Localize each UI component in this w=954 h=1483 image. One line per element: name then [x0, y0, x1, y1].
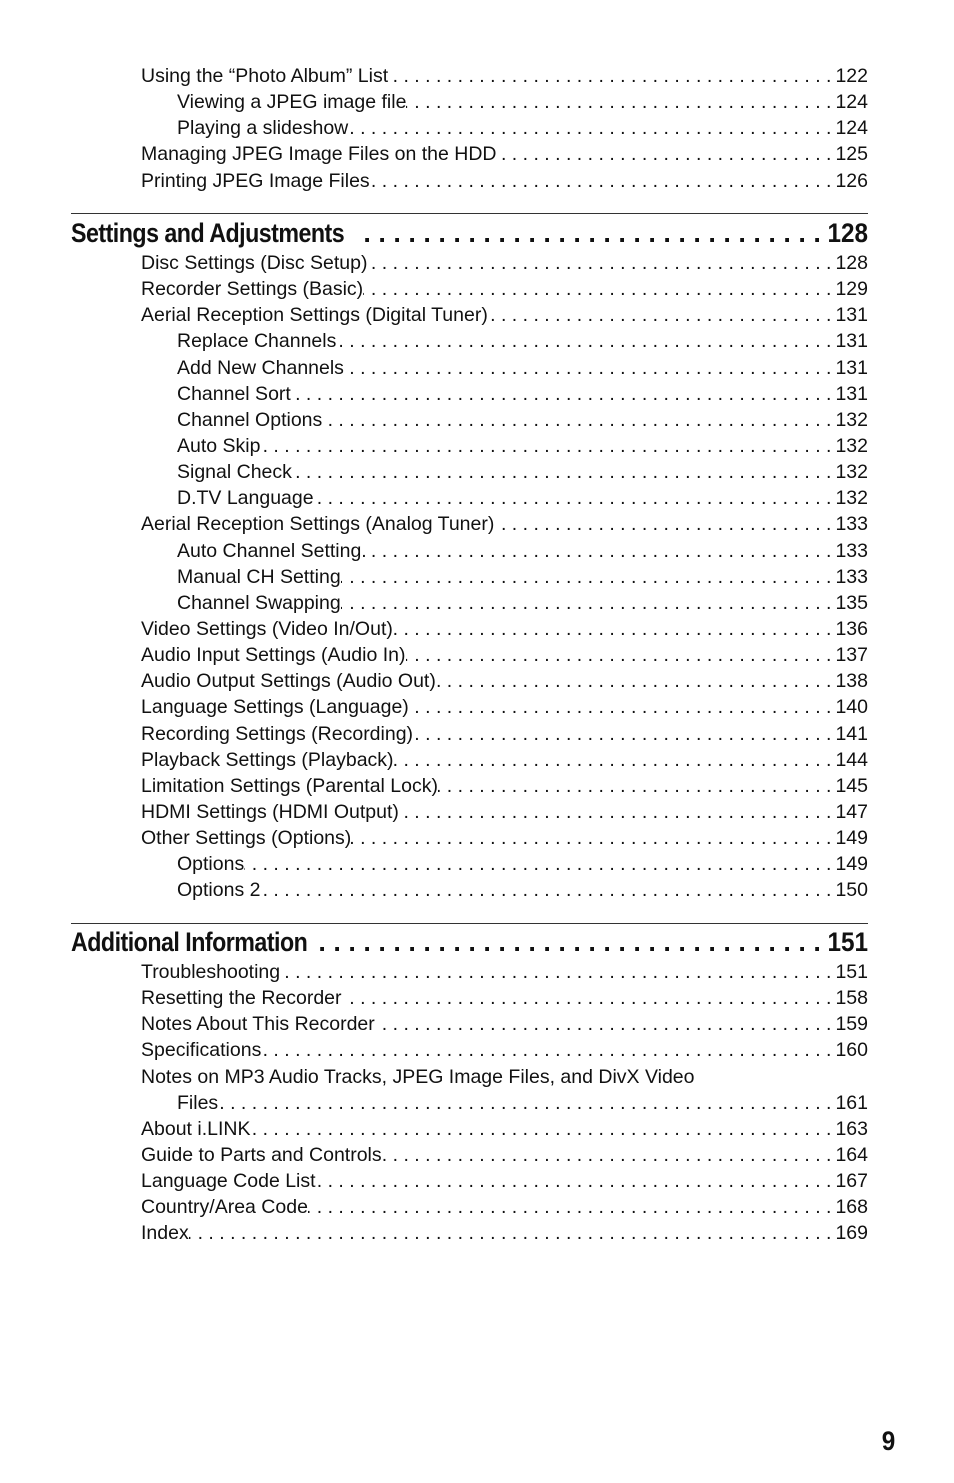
dot-leader	[341, 564, 832, 590]
dot-leader	[370, 168, 832, 194]
dot-leader	[497, 141, 832, 167]
toc-entry-label: Recorder Settings (Basic)	[141, 278, 364, 301]
toc-entry[interactable]	[141, 1116, 868, 1142]
toc-entry-page: 124	[835, 117, 868, 140]
toc-entry-label: Language Code List	[141, 1170, 316, 1193]
toc-entry-label: Language Settings (Language)	[141, 696, 409, 719]
dot-leader	[261, 1037, 831, 1063]
toc-entry-page: 169	[835, 1222, 868, 1245]
toc-entry-label: Viewing a JPEG image file	[177, 91, 407, 114]
dot-leader	[292, 459, 832, 485]
toc-entry-page: 159	[835, 1013, 868, 1036]
toc-entry[interactable]	[141, 1142, 868, 1168]
toc-entry-page: 168	[835, 1196, 868, 1219]
toc-entry-page: 161	[835, 1091, 868, 1114]
toc-entry-label: Resetting the Recorder	[141, 987, 342, 1010]
toc-entry[interactable]	[141, 328, 868, 354]
toc-entry[interactable]	[141, 1064, 868, 1090]
toc-entry[interactable]	[141, 381, 868, 407]
dot-leader	[260, 433, 831, 459]
toc-entry-label: Troubleshooting	[141, 961, 281, 983]
toc-entry[interactable]	[141, 511, 868, 537]
dot-leader	[394, 747, 832, 773]
toc-entry-page: 133	[835, 565, 868, 588]
toc-entry[interactable]	[141, 250, 868, 276]
section-divider	[71, 213, 868, 214]
toc-entry[interactable]	[141, 1011, 868, 1037]
toc-entry-page: 125	[835, 143, 868, 166]
toc-entry-page: 136	[835, 617, 868, 640]
toc-entry-label: Add New Channels	[177, 356, 344, 379]
toc-entry-page: 129	[835, 278, 868, 301]
toc-entry-page: 137	[835, 644, 868, 667]
toc-entry[interactable]	[141, 115, 868, 141]
toc-entry[interactable]	[141, 825, 868, 851]
toc-entry-page: 122	[835, 65, 868, 87]
dot-leader	[438, 773, 831, 799]
toc-entry-page: 144	[835, 748, 868, 771]
toc-entry-label: Other Settings (Options)	[141, 827, 352, 850]
dot-leader	[244, 851, 831, 877]
section-page-number: 151	[827, 927, 868, 957]
dot-leader	[189, 1220, 832, 1246]
toc-entry[interactable]	[141, 851, 868, 877]
dot-leader	[250, 1116, 831, 1142]
toc-entry[interactable]	[141, 799, 868, 825]
toc-entry-label: Notes on MP3 Audio Tracks, JPEG Image Files, and DivX Video	[141, 1065, 695, 1088]
toc-entry-page: 126	[835, 169, 868, 192]
toc-entry-page: 133	[835, 539, 868, 562]
toc-entry-page: 132	[835, 461, 868, 484]
toc-entry[interactable]	[141, 407, 868, 433]
dot-leader	[322, 407, 831, 433]
toc-entry-page: 149	[835, 853, 868, 876]
toc-entry[interactable]	[141, 747, 868, 773]
toc-entry[interactable]	[141, 302, 868, 328]
toc-entry-page: 128	[835, 252, 868, 274]
toc-entry[interactable]	[141, 168, 868, 194]
toc-entry[interactable]	[141, 1220, 868, 1246]
dot-leader	[280, 959, 831, 985]
section-title: Additional Information	[71, 927, 308, 957]
toc-entry-page: 131	[835, 330, 868, 353]
dot-leader	[260, 877, 831, 903]
toc-entry[interactable]	[141, 642, 868, 668]
dot-leader	[342, 985, 832, 1011]
dot-leader	[367, 538, 832, 564]
toc-entry-label: Limitation Settings (Parental Lock)	[141, 774, 438, 797]
toc-entry[interactable]	[141, 1168, 868, 1194]
dot-leader	[314, 485, 832, 511]
toc-entry[interactable]	[141, 485, 868, 511]
dot-leader	[308, 1194, 832, 1220]
toc-entry-label: Aerial Reception Settings (Digital Tuner)	[141, 304, 488, 327]
dot-leader	[488, 302, 832, 328]
toc-entry-label: About i.LINK	[141, 1117, 251, 1140]
toc-entry-label: Replace Channels	[177, 330, 337, 353]
dot-leader	[368, 250, 832, 276]
toc-entry-page: 124	[835, 91, 868, 114]
dot-leader	[375, 1011, 832, 1037]
toc-entry-page: 145	[835, 774, 868, 797]
toc-additional-block	[141, 959, 868, 1247]
toc-entry[interactable]	[141, 276, 868, 302]
toc-entry-label: Country/Area Code	[141, 1196, 308, 1219]
toc-entry-page: 164	[835, 1143, 868, 1166]
toc-entry-page: 131	[835, 304, 868, 327]
toc-entry-page: 158	[835, 987, 868, 1010]
toc-entry[interactable]	[141, 1090, 868, 1116]
toc-entry-label: Options 2	[177, 879, 261, 902]
toc-entry[interactable]	[141, 459, 868, 485]
toc-entry-label: Files	[177, 1091, 219, 1114]
toc-entry-page: 135	[835, 591, 868, 614]
dot-leader	[316, 1168, 832, 1194]
toc-entry-label: Audio Input Settings (Audio In)	[141, 644, 406, 667]
section-title: Settings and Adjustments	[71, 218, 345, 248]
section-heading-settings[interactable]	[71, 216, 868, 250]
toc-entry[interactable]	[141, 1037, 868, 1063]
toc-entry[interactable]	[141, 538, 868, 564]
toc-entry-label: Notes About This Recorder	[141, 1013, 375, 1036]
dot-leader	[393, 616, 832, 642]
toc-entry-label: Printing JPEG Image Files	[141, 169, 370, 192]
toc-entry-label: Playback Settings (Playback)	[141, 748, 394, 771]
dot-leader	[399, 799, 832, 825]
section-divider	[71, 923, 868, 924]
dot-leader	[341, 590, 832, 616]
toc-entry-page: 131	[835, 356, 868, 379]
dot-leader	[382, 1142, 832, 1168]
toc-entry-label: D.TV Language	[177, 487, 314, 510]
toc-entry[interactable]	[141, 433, 868, 459]
toc-entry-label: Channel Sort	[177, 382, 291, 405]
toc-entry[interactable]	[141, 694, 868, 720]
toc-settings-block	[141, 250, 868, 904]
toc-entry[interactable]	[141, 616, 868, 642]
toc-entry-label: Index	[141, 1222, 189, 1245]
dot-leader	[351, 825, 831, 851]
toc-entry-label: Options	[177, 853, 245, 876]
toc-entry-label: Signal Check	[177, 461, 292, 484]
toc-entry-label: Aerial Reception Settings (Analog Tuner)	[141, 513, 495, 536]
dot-leader	[406, 89, 831, 115]
toc-entry-page: 133	[835, 513, 868, 536]
dot-leader	[218, 1090, 831, 1116]
toc-entry-label: Managing JPEG Image Files on the HDD	[141, 143, 497, 166]
toc-entry[interactable]	[141, 668, 868, 694]
dot-leader	[344, 355, 832, 381]
toc-entry-page: 149	[835, 827, 868, 850]
toc-entry[interactable]	[141, 564, 868, 590]
toc-entry-label: Channel Swapping	[177, 591, 341, 614]
toc-entry[interactable]	[141, 985, 868, 1011]
toc-entry[interactable]	[141, 959, 868, 985]
dot-leader	[336, 328, 831, 354]
section-heading-additional[interactable]	[71, 925, 868, 959]
toc-entry-page: 160	[835, 1039, 868, 1062]
toc-entry-label: Specifications	[141, 1039, 262, 1062]
dot-leader	[388, 63, 831, 89]
toc-entry-label: Manual CH Setting	[177, 565, 341, 588]
toc-entry[interactable]	[141, 590, 868, 616]
toc-entry-page: 131	[835, 382, 868, 405]
toc-entry-page: 132	[835, 487, 868, 510]
dot-leader	[406, 642, 832, 668]
toc-entry-label: Channel Options	[177, 408, 323, 431]
dot-leader	[316, 925, 821, 959]
toc-entry-label: Audio Output Settings (Audio Out)	[141, 670, 436, 693]
toc-entry-label: HDMI Settings (HDMI Output)	[141, 800, 399, 823]
toc-entry[interactable]	[141, 89, 868, 115]
toc-entry-label: Using the “Photo Album” List	[141, 65, 389, 87]
toc-entry-page: 151	[835, 961, 868, 983]
section-page-number: 128	[827, 218, 868, 248]
dot-leader	[363, 276, 831, 302]
dot-leader	[494, 511, 831, 537]
toc-entry-label: Auto Channel Setting.	[177, 539, 367, 562]
toc-entry-page: 141	[835, 722, 868, 745]
toc-entry-page: 167	[835, 1170, 868, 1193]
page-number: 9	[881, 1426, 896, 1456]
toc-entry-page: 150	[835, 879, 868, 902]
toc-entry[interactable]	[141, 773, 868, 799]
toc-entry-label: Video Settings (Video In/Out)	[141, 617, 393, 640]
dot-leader	[291, 381, 832, 407]
dot-leader	[413, 721, 831, 747]
toc-entry[interactable]	[141, 877, 868, 903]
toc-top-block	[141, 63, 868, 194]
toc-entry-page: 140	[835, 696, 868, 719]
toc-entry[interactable]	[141, 141, 868, 167]
toc-entry-label: Playing a slideshow	[177, 117, 349, 140]
toc-entry-label: Recording Settings (Recording)	[141, 722, 414, 745]
toc-entry[interactable]	[141, 355, 868, 381]
toc-entry[interactable]	[141, 1194, 868, 1220]
toc-entry-label: Disc Settings (Disc Setup)	[141, 252, 368, 274]
toc-entry-page: 132	[835, 434, 868, 457]
dot-leader	[348, 115, 831, 141]
dot-leader	[436, 668, 832, 694]
toc-entry-label: Auto Skip	[177, 434, 261, 457]
toc-entry-page: 138	[835, 670, 868, 693]
toc-entry-page: 163	[835, 1117, 868, 1140]
toc-entry-label: Guide to Parts and Controls	[141, 1143, 382, 1166]
toc-entry-page: 147	[835, 800, 868, 823]
dot-leader	[409, 694, 832, 720]
toc-entry[interactable]	[141, 63, 868, 89]
toc-entry-page: 132	[835, 408, 868, 431]
dot-leader	[359, 216, 821, 250]
toc-entry[interactable]	[141, 721, 868, 747]
